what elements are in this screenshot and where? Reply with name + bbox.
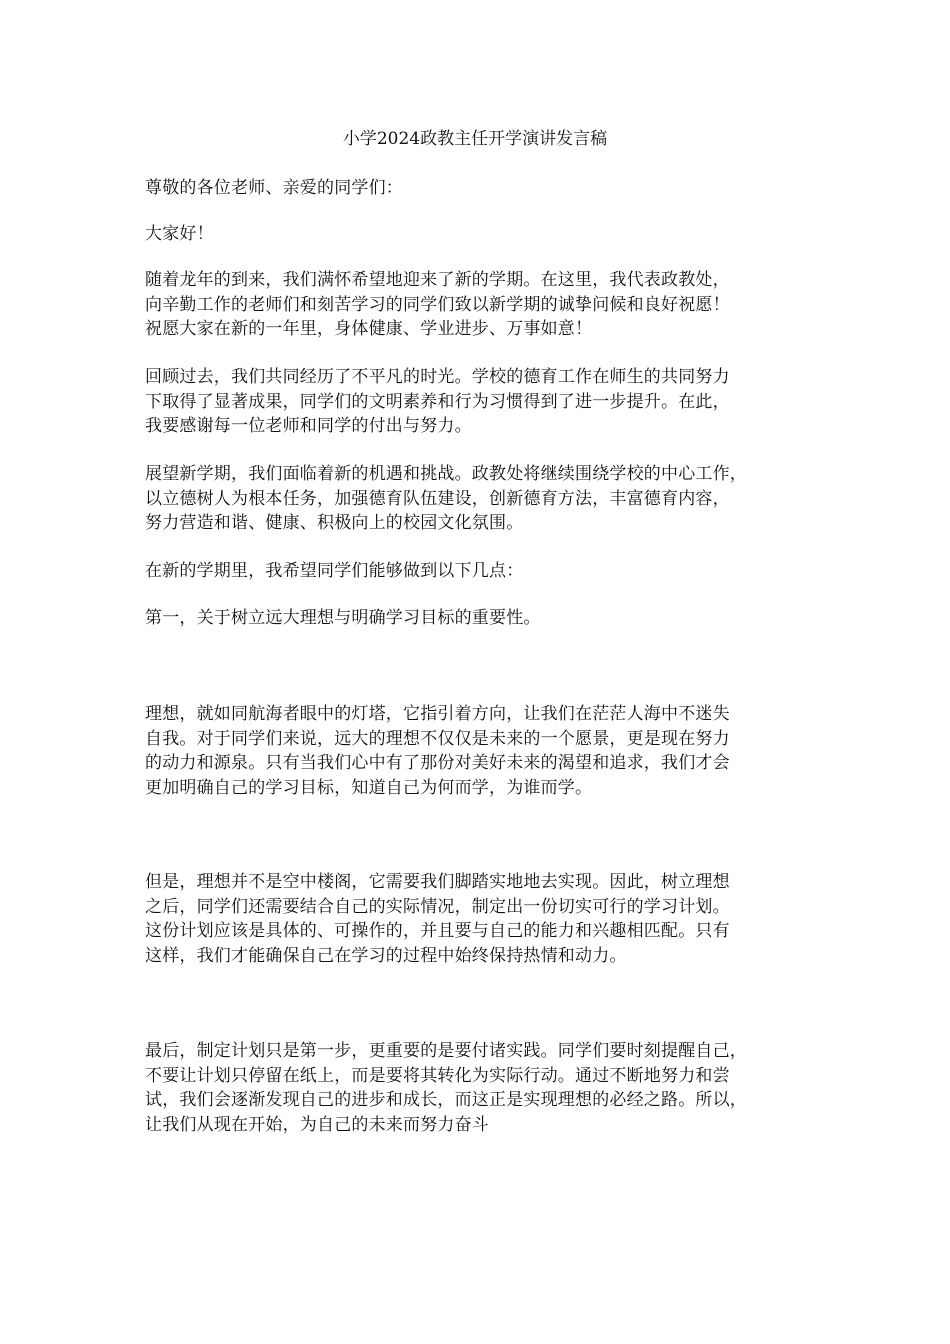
paragraph-outlook: 展望新学期，我们面临着新的机遇和挑战。政教处将继续围绕学校的中心工作， 以立德树人为根本任务，加强德育队伍建设，创新德育方法，丰富德育内容， 努力营造和谐、健康、积极向上的校园文化氛围。 bbox=[145, 464, 747, 533]
paragraph-planning: 但是，理想并不是空中楼阁，它需要我们脚踏实地地去实现。因此，树立理想 之后，同学们还需要结合自己的实际情况，制定出一份切实可行的学习计划。 这份计划应该是具体的、可操作的，并且要与自己的能力和兴趣相匹配。只有 这样，我们才能确保自己在学习的过程中始终保持热情和动力。 bbox=[145, 872, 730, 966]
point-one-heading: 第一，关于树立远大理想与明确学习目标的重要性。 bbox=[145, 608, 541, 628]
paragraph-action: 最后，制定计划只是第一步，更重要的是要付诸实践。同学们要时刻提醒自己， 不要让计划只停留在纸上，而是要将其转化为实际行动。通过不断地努力和尝 试，我们会逐渐发现自己的进步和成长，而这正是实现理想的必经之路。所以， 让我们从现在开始，为自己的未来而努力奋斗 bbox=[145, 1041, 747, 1135]
greeting: 大家好！ bbox=[145, 224, 214, 244]
paragraph-new-term: 随着龙年的到来，我们满怀希望地迎来了新的学期。在这里，我代表政教处， 向辛勤工作的老师们和刻苦学习的同学们致以新学期的诚挚问候和良好祝愿！ 祝愿大家在新的一年里，身体健康、学业进步、万事如意！ bbox=[145, 270, 730, 339]
document-title: 小学2024政教主任开学演讲发言稿 bbox=[342, 129, 608, 149]
paragraph-expectations: 在新的学期里，我希望同学们能够做到以下几点： bbox=[145, 561, 524, 581]
salutation: 尊敬的各位老师、亲爱的同学们： bbox=[145, 178, 403, 198]
paragraph-ideals: 理想，就如同航海者眼中的灯塔，它指引着方向，让我们在茫茫人海中不迷失 自我。对于同学们来说，远大的理想不仅仅是未来的一个愿景，更是现在努力 的动力和源泉。只有当我们心中有了那份对美好未来的渴望和追求，我们才会 更加明确自己的学习目标，知道自己为何而学，为谁而学。 bbox=[145, 704, 730, 798]
paragraph-review: 回顾过去，我们共同经历了不平凡的时光。学校的德育工作在师生的共同努力 下取得了显著成果，同学们的文明素养和行为习惯得到了进一步提升。在此， 我要感谢每一位老师和同学的付出与努力。 bbox=[145, 367, 730, 436]
